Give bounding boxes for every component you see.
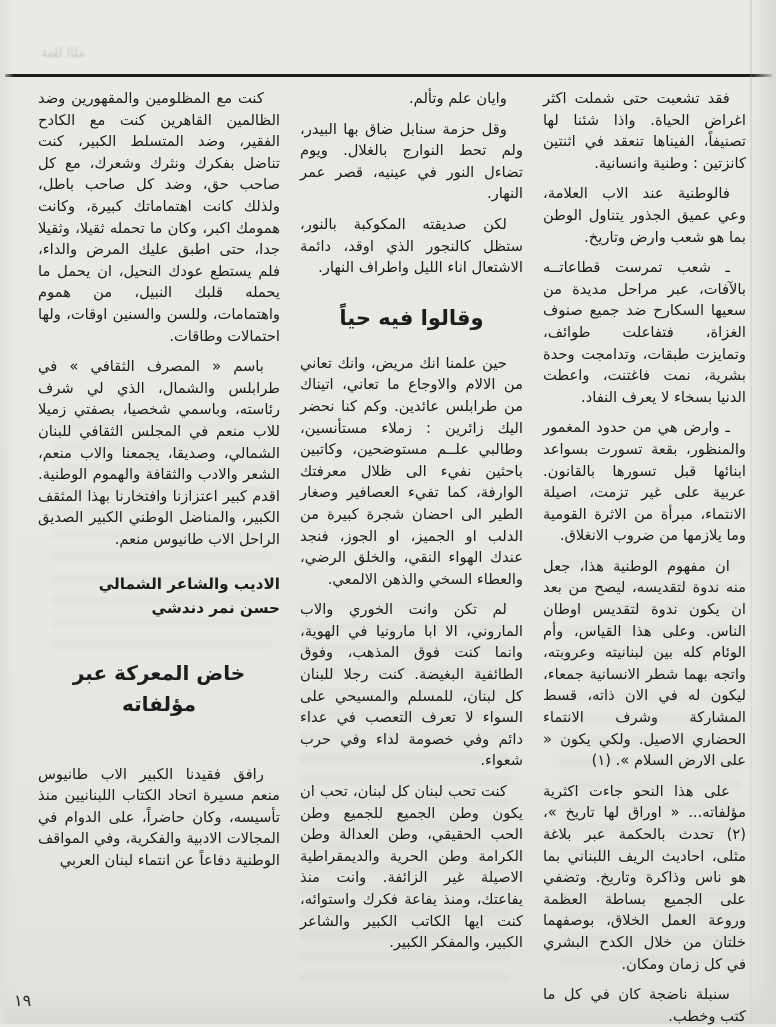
column-middle — [300, 88, 523, 994]
paragraph: فالوطنية عند الاب العلامة، وعي عميق الجذور يتناول الوطن بما هو شعب وارض وتاريخ. — [543, 185, 746, 246]
paragraph: ـ وارض هي من حدود المغمور والمنظور، بقعة تسورت بسواعد ابنائها قبل تسورها بالقانون. عربية على غير تزمت، اصيلة الانتماء، مبرأة من الاثرة القومية وما يلازمها من ضروب الانغلاق. — [543, 419, 746, 545]
paragraph: فقد تشعبت حتى شملت اكثر اغراض الحياة. واذا شئنا لها تصنيفاً، الفيناها تنعقد في اثنتين كانزتين : وطنية وانسانية. — [543, 90, 746, 172]
paragraph: وايان علم وتألم. — [409, 90, 507, 107]
bleed-through-text: عطا الله — [40, 46, 86, 61]
page-number: ١٩ — [14, 991, 32, 1010]
paragraph: كنت مع المظلومين والمقهورين وضد الظالمين القاهرين كنت مع الكادح الفقير، وضد المتسلط الكبير، كنت تناضل بفكرك ونثرك وشعرك، مع كل صاحب حق، وضد كل صاحب باطل، ولذلك كانت اهتماماتك كبيرة، وكانت همومك اكبر، وكان ما تحمله ثقيلا، وثقيلا جدا، حتى اطبق عليك المرض والداء، فلم يستطع عودك النحيل، ان يحمل ما يحمله قلبك النبيل، من هموم واهتمامات، وللسن والسنين اوقات، ولها احتمالات وطاقات. — [38, 90, 280, 345]
section-heading-they-said-of-him: وقالوا فيه حياً — [339, 305, 484, 330]
byline-title: الاديب والشاعر الشمالي — [98, 575, 280, 594]
column-right — [543, 88, 746, 1025]
column-left — [38, 88, 280, 994]
paragraph: وقل حزمة سنابل ضاق بها البيدر، ولم تحط النوارج بالغلال. ويوم تضاءل النور في عينيه، قصر عمر النهار. — [300, 120, 523, 203]
paragraph: حين علمنا انك مريض، وانك تعاني من الالام والاوجاع ما تعاني، اتيناك من طرابلس عائدين. وكم كنا نحضر اليك زائرين : زملاء مستأنسين، وطالبي علــم مستوضحين، وكاتبين باحثين نفيء الى ظلال معرفتك الوارفة، كما تفيء العصافير وصغار الطير الى احضان شجرة كبيرة من الدلب او الجميز، او الجوز، فنجد عندك الهواء النقي، والخلق الرضي، والعطاء السخي والذهن الالمعي. — [300, 354, 523, 588]
paragraph: كنت تحب لبنان كل لبنان، تحب ان يكون وطن الجميع للجميع وطن الحب الحقيقي، وطن العدالة وطن الكرامة وطن الحرية والديمقراطية الاصيلة غير الزائفة. وانت منذ يفاعتك، ومنذ يفاعة فكرك واستوائه، كنت ايها الكاتب الكبير والشاعر الكبير، والمفكر الكبير. — [300, 783, 523, 952]
article-heading-line2: مؤلفاته — [122, 691, 196, 716]
paragraph: ـ شعب تمرست قطاعاتــه بالآفات، عبر مراحل مديدة من سعيها السكارح ضد جميع صنوف الغزاة، فتفاعلت طوائف، وتمايزت طبقات، وتدامجت وحدة بشرية، نمت فاغتنت، واعطت الدنيا بسخاء لا يعرف النفاد. — [543, 259, 746, 406]
article-heading-fought-battle-through-works — [38, 658, 280, 720]
byline-name: حسن نمر دندشي — [151, 599, 280, 618]
paragraph: لم تكن وانت الخوري والاب الماروني، الا ابا مارونيا في الهوية، وانما كنت فوق المذهب، وفوق الطائفية البغيضة. كنت رجلا للبنان كل لبنان، للمسلم والمسيحي على السواء لا تعرف التعصب في عداء دائم وفي خصومة لداء وفي حرب شعواء. — [300, 601, 523, 770]
article-heading-line1: خاض المعركة عبر — [72, 660, 246, 685]
header-rule — [5, 74, 772, 77]
paragraph: رافق فقيدنا الكبير الاب طانيوس منعم مسيرة اتحاد الكتاب اللبنانيين منذ تأسيسه، وكان حاضراً، على الدوام في المجالات الادبية والفكرية، وفي المواقف الوطنية دفاعاً عن انتماء لبنان العربي — [38, 765, 280, 870]
paragraph: على هذا النحو جاءت اكثرية مؤلفاته... « اوراق لها تاريخ »، (٢) تحدث بالحكمة عبر بلاغة مثلى، احاديث الريف اللبناني بما هو ناس وذاكرة وتاريخ. وتضفي على الجميع بساطة العظمة وروعة العمل الخلاق، بوصفهما خلتان من خلال الكدح البشري في كل زمان ومكان. — [543, 782, 746, 973]
paragraph: لكن صديقته المكوكبة بالنور، ستظل كالنجور الذي اوقد، دائمة الاشتعال اناء الليل واطراف النهار. — [300, 215, 523, 277]
paragraph: باسم « المصرف الثقافي » في طرابلس والشمال، الذي لي شرف رئاسته، وباسمي شخصيا، بصفتي زميلا للاب منعم في المجلس الثقافي للبنان الشمالي، وصديقا، يجمعنا والاب منعم، الشعر والادب والثقافة والهموم الوطنية. اقدم كبير اعتزازنا وافتخارنا بهذا المثقف الكبير، والمناضل الوطني الكبير الصديق الراحل الاب طانيوس منعم. — [38, 358, 280, 548]
paragraph: ان مفهوم الوطنية هذا، جعل منه ندوة لتقديسه، ليصح من بعد ان يكون ندوة لتقديس اوطان الناس. وعلى هذا القياس، وأم الوئام كله بين لبنانيته وعروبته، واتجه بهما شطر الانسانية جمعاء، ليكون له في الان ذاته، قسط المشاركة وشرف الانتماء الحضاري الاصيل. ولكي يكون « على الارض السلام ». (١) — [543, 557, 746, 770]
paragraph: سنبلة ناضجة كان في كل ما كتب وخطب. — [543, 986, 746, 1025]
